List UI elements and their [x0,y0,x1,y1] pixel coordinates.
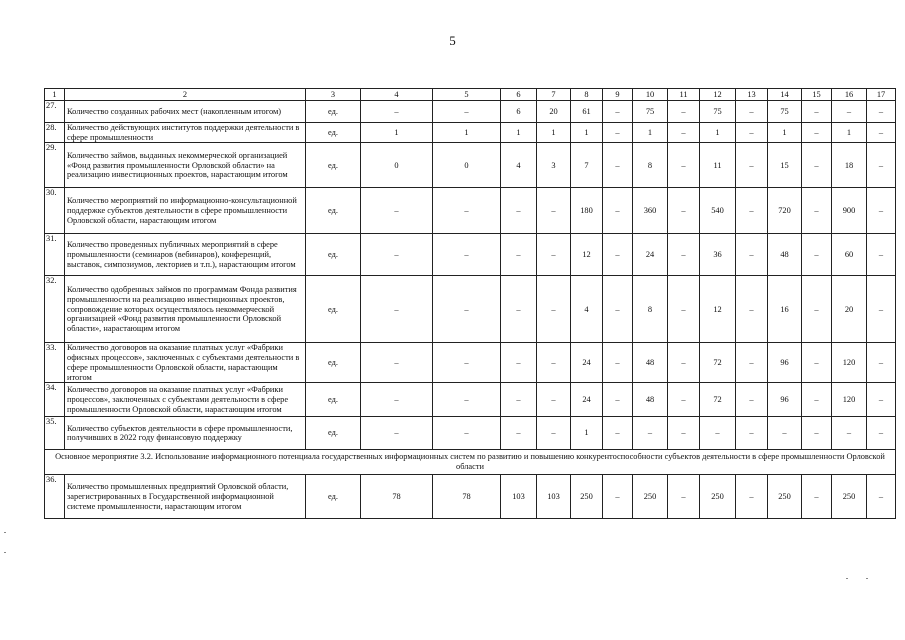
value-cell: 103 [537,475,571,519]
value-cell: – [736,123,768,143]
value-cell: 0 [433,143,501,188]
value-cell: – [867,101,896,123]
indicator-name: Количество действующих институтов поддержки деятельности в сфере промышленности [65,123,306,143]
value-cell: 1 [433,123,501,143]
value-cell: – [736,276,768,343]
column-header: 3 [306,89,361,101]
value-cell: 8 [633,276,668,343]
value-cell: 60 [832,234,867,276]
unit-cell: ед. [306,276,361,343]
value-cell: – [603,143,633,188]
value-cell: – [501,188,537,234]
value-cell: 1 [832,123,867,143]
value-cell: – [501,234,537,276]
value-cell: 720 [768,188,802,234]
value-cell: 78 [361,475,433,519]
value-cell: 15 [768,143,802,188]
value-cell: – [603,123,633,143]
value-cell: – [537,417,571,450]
value-cell: – [832,417,867,450]
column-header: 13 [736,89,768,101]
value-cell: – [668,143,700,188]
section-row [45,450,896,475]
value-cell: – [736,101,768,123]
value-cell: 24 [571,383,603,417]
column-header: 7 [537,89,571,101]
value-cell: – [736,188,768,234]
value-cell: – [802,143,832,188]
value-cell: – [501,343,537,383]
value-cell: 103 [501,475,537,519]
value-cell: – [537,343,571,383]
unit-cell: ед. [306,234,361,276]
table-row [45,188,896,234]
unit-cell: ед. [306,101,361,123]
value-cell: 8 [633,143,668,188]
value-cell: – [603,417,633,450]
value-cell: 1 [633,123,668,143]
value-cell: – [433,383,501,417]
value-cell: – [603,276,633,343]
value-cell: – [867,383,896,417]
value-cell: – [736,475,768,519]
value-cell: – [668,383,700,417]
value-cell: 72 [700,343,736,383]
column-header: 10 [633,89,668,101]
value-cell: 250 [571,475,603,519]
value-cell: 1 [571,123,603,143]
value-cell: – [537,234,571,276]
value-cell: – [867,188,896,234]
column-header: 5 [433,89,501,101]
value-cell: – [802,234,832,276]
page-number: 5 [449,33,456,48]
value-cell: – [668,234,700,276]
header-row [45,89,896,101]
value-cell: – [802,343,832,383]
value-cell: 61 [571,101,603,123]
column-header: 8 [571,89,603,101]
indicator-name: Количество проведенных публичных мероприятий в сфере промышленности (семинаров (вебинаров), конференций, выставок, симпозиумов, лекториев и т.п.), нарастающим итогом [65,234,306,276]
scan-speck [4,552,6,553]
value-cell: 12 [700,276,736,343]
value-cell: 18 [832,143,867,188]
table-row [45,383,896,417]
value-cell: – [736,143,768,188]
value-cell: – [832,101,867,123]
value-cell: 540 [700,188,736,234]
indicator-name: Количество субъектов деятельности в сфере промышленности, получивших в 2022 году финансовую поддержку [65,417,306,450]
value-cell: – [867,417,896,450]
value-cell: – [603,475,633,519]
table-row [45,234,896,276]
indicator-name: Количество займов, выданных некоммерческой организацией «Фонд развития промышленности Орловской области» на реализацию инвестиционных проектов, нарастающим итогом [65,143,306,188]
value-cell: – [603,188,633,234]
scan-speck [866,578,868,579]
table-row [45,123,896,143]
column-header: 6 [501,89,537,101]
indicators-table [44,88,896,519]
value-cell: – [736,234,768,276]
table-row [45,276,896,343]
unit-cell: ед. [306,188,361,234]
value-cell: 20 [537,101,571,123]
value-cell: – [603,234,633,276]
value-cell: – [867,234,896,276]
value-cell: – [501,276,537,343]
unit-cell: ед. [306,123,361,143]
value-cell: 6 [501,101,537,123]
value-cell: – [361,234,433,276]
value-cell: 12 [571,234,603,276]
value-cell: 250 [832,475,867,519]
value-cell: – [867,343,896,383]
value-cell: – [867,143,896,188]
value-cell: 180 [571,188,603,234]
value-cell: 1 [571,417,603,450]
value-cell: – [802,276,832,343]
value-cell: – [603,343,633,383]
table-row [45,143,896,188]
value-cell: 78 [433,475,501,519]
value-cell: 48 [633,383,668,417]
value-cell: – [361,343,433,383]
value-cell: – [668,188,700,234]
scan-speck [4,532,6,533]
value-cell: 250 [700,475,736,519]
value-cell: 36 [700,234,736,276]
value-cell: – [802,383,832,417]
value-cell: 48 [768,234,802,276]
value-cell: – [361,101,433,123]
value-cell: 4 [571,276,603,343]
column-header: 11 [668,89,700,101]
value-cell: 3 [537,143,571,188]
row-number: 34. [45,383,65,417]
value-cell: – [802,417,832,450]
value-cell: 96 [768,343,802,383]
unit-cell: ед. [306,143,361,188]
value-cell: – [668,123,700,143]
indicator-name: Количество созданных рабочих мест (накопленным итогом) [65,101,306,123]
row-number: 36. [45,475,65,519]
table-row [45,417,896,450]
column-header: 15 [802,89,832,101]
value-cell: 4 [501,143,537,188]
indicator-name: Количество одобренных займов по программам Фонда развития промышленности на реализацию инвестиционных проектов, сопровождение которых осуществлялось некоммерческой организацией «Фонд развития промышленности Орловской области», нарастающим итогом [65,276,306,343]
indicator-name: Количество промышленных предприятий Орловской области, зарегистрированных в Государственной информационной системе промышленности, нарастающим итогом [65,475,306,519]
value-cell: – [537,383,571,417]
value-cell: – [700,417,736,450]
value-cell: – [433,417,501,450]
section-title: Основное мероприятие 3.2. Использование информационного потенциала государственных информационных систем по развитию и повышению конкурентоспособности субъектов деятельности в сфере промышленности Орловской области [45,450,896,475]
value-cell: 48 [633,343,668,383]
value-cell: – [537,276,571,343]
row-number: 35. [45,417,65,450]
indicator-name: Количество договоров на оказание платных услуг «Фабрики процессов», заключенных с субъектами деятельности в сфере промышленности Орловской области, нарастающим итогом [65,383,306,417]
value-cell: 96 [768,383,802,417]
value-cell: – [361,276,433,343]
value-cell: 1 [501,123,537,143]
value-cell: – [501,383,537,417]
value-cell: – [736,383,768,417]
unit-cell: ед. [306,383,361,417]
column-header: 17 [867,89,896,101]
value-cell: – [736,343,768,383]
value-cell: 75 [633,101,668,123]
unit-cell: ед. [306,475,361,519]
indicator-name: Количество договоров на оказание платных услуг «Фабрики офисных процессов», заключенных с субъектами деятельности в сфере промышленности Орловской области, нарастающим итогом [65,343,306,383]
value-cell: – [433,343,501,383]
value-cell: – [668,101,700,123]
value-cell: – [501,417,537,450]
table-row [45,101,896,123]
value-cell: 120 [832,343,867,383]
value-cell: 7 [571,143,603,188]
value-cell: 1 [537,123,571,143]
table-row [45,343,896,383]
column-header: 1 [45,89,65,101]
value-cell: – [802,475,832,519]
value-cell: – [668,276,700,343]
value-cell: – [361,383,433,417]
value-cell: 11 [700,143,736,188]
value-cell: – [802,188,832,234]
row-number: 31. [45,234,65,276]
value-cell: 72 [700,383,736,417]
value-cell: – [802,123,832,143]
column-header: 14 [768,89,802,101]
value-cell: 1 [361,123,433,143]
value-cell: 250 [768,475,802,519]
row-number: 27. [45,101,65,123]
unit-cell: ед. [306,417,361,450]
value-cell: 75 [700,101,736,123]
value-cell: – [867,475,896,519]
row-number: 32. [45,276,65,343]
value-cell: 900 [832,188,867,234]
value-cell: 20 [832,276,867,343]
value-cell: – [668,417,700,450]
value-cell: – [537,188,571,234]
column-header: 2 [65,89,306,101]
value-cell: 16 [768,276,802,343]
row-number: 28. [45,123,65,143]
value-cell: – [433,101,501,123]
value-cell: – [867,276,896,343]
value-cell: – [736,417,768,450]
value-cell: – [433,188,501,234]
column-header: 4 [361,89,433,101]
value-cell: 24 [571,343,603,383]
value-cell: 1 [768,123,802,143]
value-cell: – [603,101,633,123]
value-cell: 0 [361,143,433,188]
scan-speck [846,578,848,579]
value-cell: – [433,276,501,343]
table-row [45,475,896,519]
value-cell: 250 [633,475,668,519]
value-cell: 360 [633,188,668,234]
unit-cell: ед. [306,343,361,383]
value-cell: – [361,417,433,450]
value-cell: 75 [768,101,802,123]
row-number: 29. [45,143,65,188]
value-cell: – [867,123,896,143]
indicator-name: Количество мероприятий по информационно-консультационной поддержке субъектов деятельности в сфере промышленности Орловской области, нарастающим итогом [65,188,306,234]
value-cell: – [433,234,501,276]
value-cell: 120 [832,383,867,417]
value-cell: – [603,383,633,417]
value-cell: – [768,417,802,450]
column-header: 12 [700,89,736,101]
value-cell: – [361,188,433,234]
value-cell: 1 [700,123,736,143]
column-header: 9 [603,89,633,101]
value-cell: – [633,417,668,450]
value-cell: – [668,475,700,519]
value-cell: 24 [633,234,668,276]
value-cell: – [802,101,832,123]
column-header: 16 [832,89,867,101]
row-number: 33. [45,343,65,383]
value-cell: – [668,343,700,383]
row-number: 30. [45,188,65,234]
